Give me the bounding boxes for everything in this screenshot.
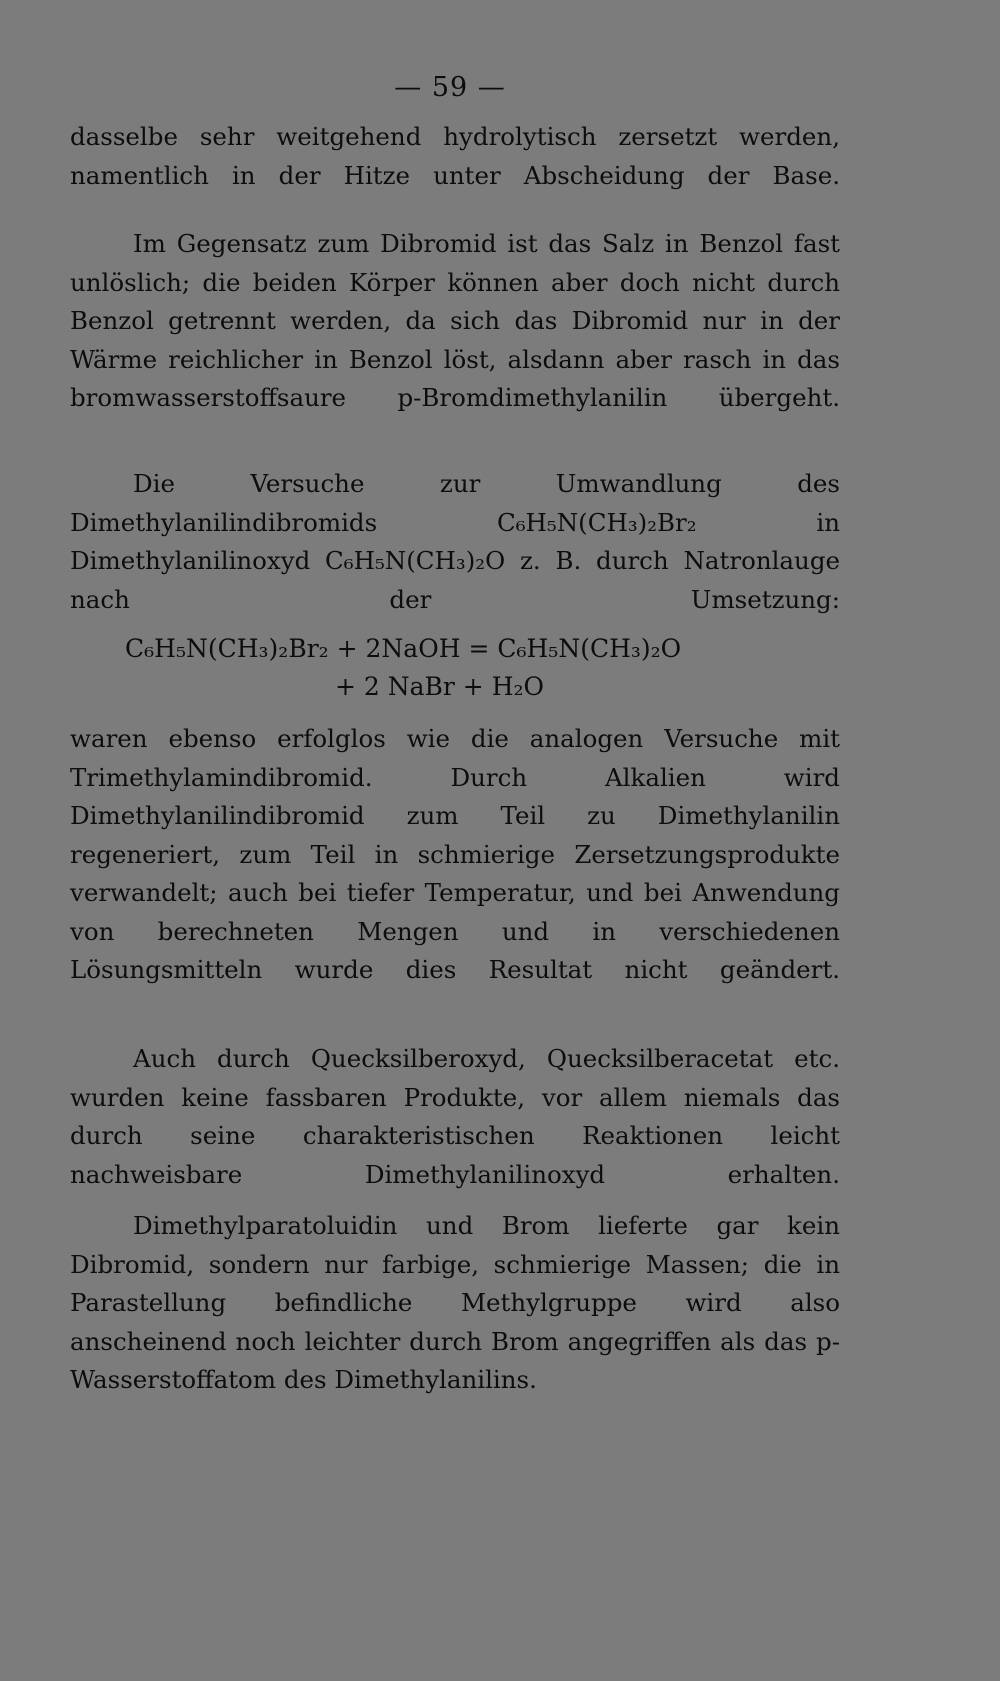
paragraph-erfolglos: waren ebenso erfolglos wie die analogen Versuche mit Trimethylamindibromid. Durch Alkalien wird Dimethylanilindibromid zum Teil zu Dimethylanilin regeneriert, zum Teil in schmierige Zersetzungsprodukte verwandelt; auch bei tiefer Temperatur, und bei Anwendung von berechneten Mengen und in verschiedenen Lösungsmitteln wurde dies Resultat nicht geändert. <box>70 724 840 984</box>
page-number: — 59 — <box>394 72 506 103</box>
paragraph-benzol: Im Gegensatz zum Dibromid ist das Salz in Benzol fast unlöslich; die beiden Körper können aber doch nicht durch Benzol getrennt werden, da sich das Dibromid nur in der Wärme reichlicher in Benzol löst, alsdann aber rasch in das bromwasserstoffsaure p-Bromdimethylanilin übergeht. <box>70 229 840 412</box>
paragraph-paratoluidin: Dimethylparatoluidin und Brom lieferte gar kein Dibromid, sondern nur farbige, schmierige Massen; die in Parastellung befindliche Methylgruppe wird also anscheinend noch leichter durch Brom angegriffen als das p-Wasserstoffatom des Dimethylanilins. <box>70 1211 840 1394</box>
paragraph-quecksilber: Auch durch Quecksilberoxyd, Quecksilberacetat etc. wurden keine fassbaren Produkte, vor allem niemals das durch seine charakteristischen Reaktionen leicht nachweisbare Dimethylanilinoxyd erhalten. <box>70 1044 840 1189</box>
equation-line-1: C₆H₅N(CH₃)₂Br₂ + 2NaOH = C₆H₅N(CH₃)₂O <box>125 634 682 663</box>
paragraph-continuation: dasselbe sehr weitgehend hydrolytisch zersetzt werden, namentlich in der Hitze unter Abscheidung der Base. <box>70 122 840 190</box>
equation-line-2: + 2 NaBr + H₂O <box>335 672 545 701</box>
paragraph-versuche: Die Versuche zur Umwandlung des Dimethylanilindibromids C₆H₅N(CH₃)₂Br₂ in Dimethylanilinoxyd C₆H₅N(CH₃)₂O z. B. durch Natronlauge nach der Umsetzung: <box>70 469 840 614</box>
chemical-equation <box>70 630 840 706</box>
